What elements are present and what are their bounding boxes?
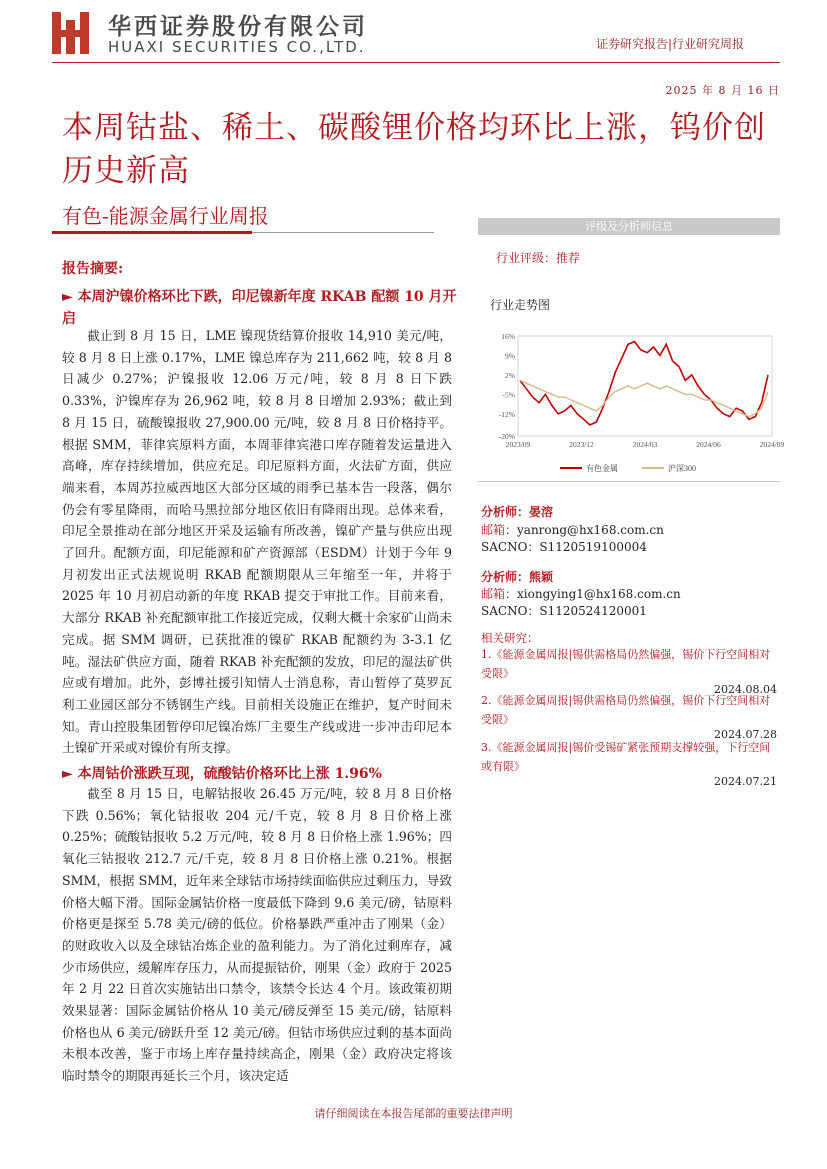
analyst-sac-number: SACNO：S1120519100004 [481, 540, 647, 554]
company-name-en: HUAXI SECURITIES CO.,LTD. [108, 38, 366, 56]
x-tick-label: 2023/12 [569, 440, 594, 449]
related-research-date: 2024.07.28 [714, 728, 777, 741]
legend-label: 沪深300 [668, 464, 696, 473]
legal-notice-footer: 请仔细阅读在本报告尾部的重要法律声明 [314, 1107, 513, 1120]
y-tick-label: 2% [505, 370, 515, 380]
subtitle-underline [52, 231, 252, 234]
subtitle-rule [252, 232, 434, 233]
report-title: 本周钴盐、稀土、碳酸锂价格均环比上涨，钨价创历史新高 [62, 110, 766, 189]
industry-trend-chart [480, 322, 785, 482]
analyst-name: 分析师：熊颖 [481, 570, 554, 584]
related-research-link[interactable]: 3.《能源金属周报|锡价受锡矿紧张预期支撑较强，下行空间或有限》 [481, 741, 771, 773]
y-tick-label: -5% [502, 390, 515, 400]
analyst-sac-number: SACNO：S1120524120001 [481, 604, 647, 618]
x-tick-label: 2023/09 [505, 440, 531, 449]
related-research-link[interactable]: 2.《能源金属周报|锡供需格局仍然偏强，锡价下行空间相对受限》 [481, 694, 771, 726]
y-tick-label: -20% [498, 432, 515, 441]
company-name-cn: 华西证券股份有限公司 [108, 14, 368, 40]
analyst-email [481, 521, 664, 538]
y-tick-label: 9% [505, 351, 515, 361]
report-date: 2025 年 8 月 16 日 [665, 84, 780, 97]
x-tick-label: 2024/03 [632, 440, 658, 449]
info-section-header: 评级及分析师信息 [478, 218, 780, 235]
series-line [520, 342, 768, 425]
report-type: 证券研究报告|行业研究周报 [596, 37, 745, 51]
analyst-email [481, 585, 681, 602]
email-label: 邮箱： [481, 523, 518, 537]
trend-chart-label: 行业走势图 [490, 298, 551, 312]
email-address[interactable]: yanrong@hx168.com.cn [517, 523, 664, 537]
company-logo [52, 12, 92, 54]
section-body: 截至 8 月 15 日，电解钴报收 26.45 万元/吨，较 8 月 8 日价格下跌 0.56%；氧化钴报收 204 元/千克，较 8 月 8 日价格上涨 0.25%；硫酸钴报收 5.2 万元/吨，较 8 月 8 日价格上涨 1.96%；四氧化三钴报收 212.7 元/千克，较 8 月 8 日价格上涨 0.21%。根据 SMM，根据 SMM，近年来全球钴市场持续面临供应过剩压力，导致价格大幅下滑。国际金属钴价格一度最低下降到 9.6 美元/磅，钴原料价格更是探至 5.78 美元/磅的低位。价格暴跌严重冲击了刚果（金）的财政收入以及全球钴冶炼企业的盈利能力。为了消化过剩库存，减少市场供应，缓解库存压力，从而提振钴价，刚果（金）政府于 2025 年 2 月 22 日首次实施钴出口禁令，该禁令长达 4 个月。该政策初期效果显著：国际金属钴价格从 10 美元/磅反弹至 15 美元/磅，钴原料价格也从 6 美元/磅跃升至 12 美元/磅。但钴市场供应过剩的基本面尚未根本改善，鉴于市场上库存量持续高企，刚果（金）政府决定将该临时禁令的期限再延长三个月，该决定适 [62, 786, 452, 1084]
legend-label: 有色金属 [586, 464, 618, 473]
analyst-name: 分析师：晏溶 [481, 505, 554, 519]
section-heading: ► 本周钴价涨跌互现，硫酸钴价格环比上涨 1.96% [62, 766, 382, 782]
related-research-title: 相关研究： [481, 631, 539, 645]
y-tick-label: -12% [498, 409, 515, 419]
related-research-date: 2024.07.21 [714, 775, 777, 788]
info-divider [478, 481, 780, 482]
email-label: 邮箱： [481, 587, 518, 601]
related-research-link[interactable]: 1.《能源金属周报|锡供需格局仍然偏强，锡价下行空间相对受限》 [481, 648, 771, 680]
email-address[interactable]: xiongying1@hx168.com.cn [517, 587, 681, 601]
x-tick-label: 2024/06 [696, 440, 721, 449]
industry-rating: 行业评级：推荐 [496, 251, 581, 265]
y-tick-label: 16% [501, 332, 515, 341]
report-subtitle: 有色-能源金属行业周报 [62, 204, 269, 228]
x-tick-label: 2024/09 [759, 440, 785, 449]
section-body: 截止到 8 月 15 日，LME 镍现货结算价报收 14,910 美元/吨，较 8 月 8 日上涨 0.17%，LME 镍总库存为 211,662 吨，较 8 月 8 日减少 0.27%；沪镍报收 12.06 万元/吨，较 8 月 8 日下跌 0.33%，沪镍库存为 26,962 吨，较 8 月 8 日增加 2.93%；截止到 8 月 15 日，硫酸镍报收 27,900.00 元/吨，较 8 月 8 日价格持平。根据 SMM，菲律宾原料方面，本周菲律宾港口库存随着发运量进入高峰，库存持续增加，供应充足。印尼原料方面，火法矿方面，供应端来看，本周苏拉威西地区大部分区域的雨季已基本告一段落，偶尔仍会有零星降雨，而哈马黑拉部分地区依旧有降雨出现。总体来看，印尼全景推动在部分地区开采及运输有所改善，镍矿产量与供应出现了回升。配额方面，印尼能源和矿产资源部（ESDM）计划于今年 9 月初发出正式法规说明 RKAB 配额期限从三年缩至一年，并将于 2025 年 10 月初启动新的年度 RKAB 提交于审批工作。目前来看，大部分 RKAB 补充配额审批工作接近完成，仅剩大概十余家矿山尚未完成。据 SMM 调研，已获批准的镍矿 RKAB 配额约为 3-3.1 亿吨。湿法矿供应方面，随着 RKAB 补充配额的发放，印尼的湿法矿供应或有增加。此外，彭博社援引知情人士消息称，青山暂停了莫罗瓦利工业园区部分不锈钢生产线。目前相关设施正在维护，复产时间未知。青山控股集团暂停印尼镍冶炼厂主要生产线或进一步冲击印尼本土镍矿开采或对镍价有所支撑。 [62, 328, 452, 756]
abstract-label: 报告摘要: [62, 261, 124, 277]
section-heading: ► 本周沪镍价格环比下跌，印尼镍新年度 RKAB 配额 10 月开启 [62, 289, 457, 327]
related-research-date: 2024.08.04 [714, 683, 777, 696]
header-divider [52, 62, 780, 63]
